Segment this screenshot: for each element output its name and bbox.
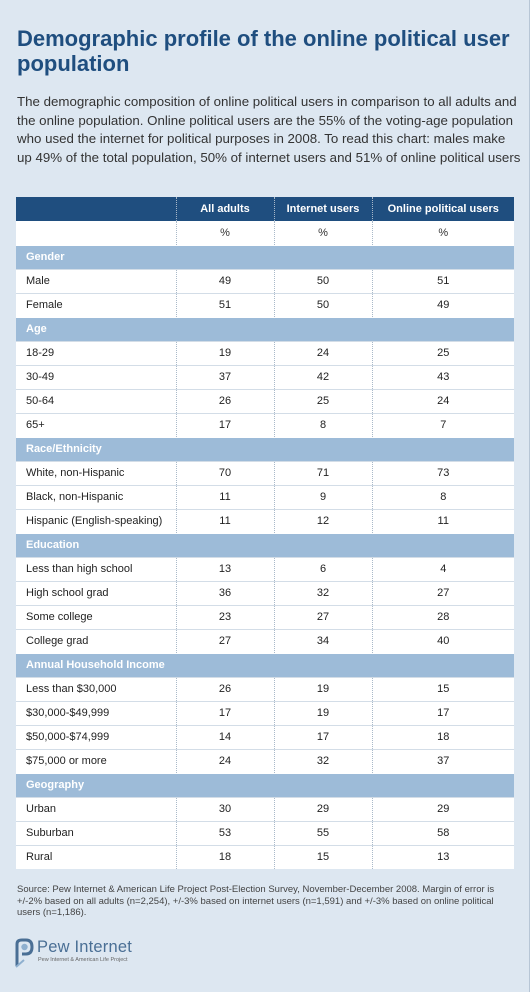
logo-name: Pew Internet: [37, 938, 133, 956]
value-cell: 12: [274, 509, 372, 533]
row-label: Urban: [16, 797, 176, 821]
row-label: College grad: [16, 629, 176, 653]
value-cell: 11: [176, 485, 274, 509]
section-title: Race/Ethnicity: [16, 437, 514, 461]
value-cell: 14: [176, 725, 274, 749]
section-title: Age: [16, 317, 514, 341]
value-cell: 53: [176, 821, 274, 845]
value-cell: 4: [372, 557, 514, 581]
pew-internet-logo: [14, 938, 154, 970]
table-row: [16, 701, 514, 725]
value-cell: 50: [274, 269, 372, 293]
value-cell: 36: [176, 581, 274, 605]
section-title: Annual Household Income: [16, 653, 514, 677]
value-cell: 17: [372, 701, 514, 725]
unit-cell: %: [176, 221, 274, 245]
value-cell: 30: [176, 797, 274, 821]
value-cell: 23: [176, 605, 274, 629]
section-header-row: [16, 245, 514, 269]
value-cell: 51: [176, 293, 274, 317]
value-cell: 17: [274, 725, 372, 749]
row-label: 30-49: [16, 365, 176, 389]
value-cell: 19: [274, 677, 372, 701]
unit-cell: %: [274, 221, 372, 245]
table-row: [16, 485, 514, 509]
row-label: 50-64: [16, 389, 176, 413]
row-label: Female: [16, 293, 176, 317]
value-cell: 17: [176, 413, 274, 437]
value-cell: 50: [274, 293, 372, 317]
value-cell: 19: [176, 341, 274, 365]
table-row: [16, 341, 514, 365]
section-title: Geography: [16, 773, 514, 797]
table-row: [16, 845, 514, 869]
value-cell: 25: [372, 341, 514, 365]
table-row: [16, 629, 514, 653]
column-header: [16, 197, 176, 221]
value-cell: 49: [372, 293, 514, 317]
value-cell: 32: [274, 749, 372, 773]
value-cell: 28: [372, 605, 514, 629]
value-cell: 29: [372, 797, 514, 821]
row-label: Black, non-Hispanic: [16, 485, 176, 509]
value-cell: 26: [176, 389, 274, 413]
table-row: [16, 413, 514, 437]
value-cell: 9: [274, 485, 372, 509]
demographic-table: [16, 197, 514, 869]
row-label: 65+: [16, 413, 176, 437]
units-row: [16, 221, 514, 245]
value-cell: 17: [176, 701, 274, 725]
value-cell: 43: [372, 365, 514, 389]
row-label: Hispanic (English-speaking): [16, 509, 176, 533]
section-header-row: [16, 653, 514, 677]
table-row: [16, 749, 514, 773]
row-label: High school grad: [16, 581, 176, 605]
table-row: [16, 389, 514, 413]
value-cell: 37: [176, 365, 274, 389]
value-cell: 24: [274, 341, 372, 365]
table-row: [16, 293, 514, 317]
section-header-row: [16, 437, 514, 461]
section-header-row: [16, 773, 514, 797]
value-cell: 70: [176, 461, 274, 485]
column-header: Internet users: [274, 197, 372, 221]
row-label: Less than $30,000: [16, 677, 176, 701]
table-row: [16, 725, 514, 749]
value-cell: 24: [176, 749, 274, 773]
value-cell: 49: [176, 269, 274, 293]
row-label: Some college: [16, 605, 176, 629]
section-title: Gender: [16, 245, 514, 269]
value-cell: 27: [372, 581, 514, 605]
table-row: [16, 365, 514, 389]
value-cell: 6: [274, 557, 372, 581]
table-header-row: [16, 197, 514, 221]
section-header-row: [16, 533, 514, 557]
value-cell: 71: [274, 461, 372, 485]
value-cell: 15: [274, 845, 372, 869]
row-label: Less than high school: [16, 557, 176, 581]
value-cell: 32: [274, 581, 372, 605]
table-row: [16, 581, 514, 605]
table-row: [16, 821, 514, 845]
value-cell: 8: [274, 413, 372, 437]
table-row: [16, 797, 514, 821]
value-cell: 40: [372, 629, 514, 653]
value-cell: 27: [274, 605, 372, 629]
value-cell: 11: [176, 509, 274, 533]
page-title: Demographic profile of the online political user population: [17, 26, 510, 76]
value-cell: 27: [176, 629, 274, 653]
column-header: All adults: [176, 197, 274, 221]
value-cell: 26: [176, 677, 274, 701]
value-cell: 11: [372, 509, 514, 533]
value-cell: 34: [274, 629, 372, 653]
value-cell: 8: [372, 485, 514, 509]
value-cell: 13: [372, 845, 514, 869]
value-cell: 42: [274, 365, 372, 389]
table-row: [16, 557, 514, 581]
pew-logo-icon: [14, 938, 36, 968]
value-cell: 51: [372, 269, 514, 293]
row-label: 18-29: [16, 341, 176, 365]
table-row: [16, 677, 514, 701]
value-cell: 58: [372, 821, 514, 845]
intro-text: The demographic composition of online political users in comparison to all adults and the online population. Online political users are the 55% of the voting-age population who used the internet for political purposes in 2008. To read this chart: males make up 49% of the total population, 50% of internet users and 51% of online political users: [17, 94, 521, 165]
value-cell: 55: [274, 821, 372, 845]
section-title: Education: [16, 533, 514, 557]
value-cell: 18: [372, 725, 514, 749]
row-label: $75,000 or more: [16, 749, 176, 773]
table-row: [16, 461, 514, 485]
value-cell: 24: [372, 389, 514, 413]
row-label: Rural: [16, 845, 176, 869]
value-cell: 29: [274, 797, 372, 821]
row-label: Male: [16, 269, 176, 293]
section-header-row: [16, 317, 514, 341]
table-row: [16, 269, 514, 293]
value-cell: 19: [274, 701, 372, 725]
value-cell: 18: [176, 845, 274, 869]
value-cell: 7: [372, 413, 514, 437]
row-label: Suburban: [16, 821, 176, 845]
column-header: Online political users: [372, 197, 514, 221]
logo-tagline: Pew Internet & American Life Project: [38, 957, 128, 963]
unit-cell: %: [372, 221, 514, 245]
source-note: Source: Pew Internet & American Life Project Post-Election Survey, November-December 2008. Margin of error is +/-2% based on all adults (n=2,254), +/-3% based on internet users (n=1,591) and +/-3% based on online political users (n=1,186).: [17, 884, 495, 918]
value-cell: 37: [372, 749, 514, 773]
value-cell: 15: [372, 677, 514, 701]
row-label: $50,000-$74,999: [16, 725, 176, 749]
table-row: [16, 509, 514, 533]
value-cell: 73: [372, 461, 514, 485]
row-label: White, non-Hispanic: [16, 461, 176, 485]
row-label: $30,000-$49,999: [16, 701, 176, 725]
value-cell: 25: [274, 389, 372, 413]
unit-cell: [16, 221, 176, 245]
value-cell: 13: [176, 557, 274, 581]
table-row: [16, 605, 514, 629]
